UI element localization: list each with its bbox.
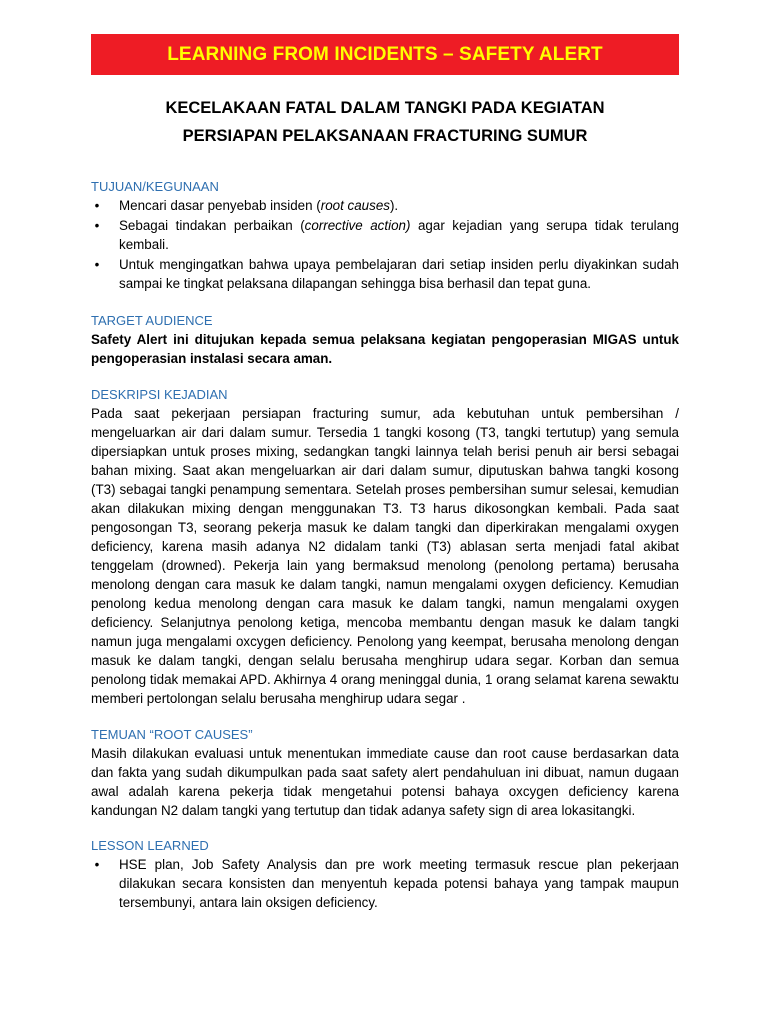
list-item-text-pre: Mencari dasar penyebab insiden ( xyxy=(119,198,321,213)
section-deskripsi-kejadian xyxy=(91,385,679,708)
section-tujuan xyxy=(91,177,679,293)
section-heading-tujuan: TUJUAN/KEGUNAAN xyxy=(91,179,219,194)
bullet-icon: • xyxy=(94,198,100,213)
bullet-icon: • xyxy=(94,857,100,872)
list-item-text-post: agar kejadian yang serupa tidak terulang kembali. xyxy=(119,218,679,252)
list-item xyxy=(91,855,679,912)
list-item-text-emphasis: root causes xyxy=(320,198,390,213)
section-heading-lesson: LESSON LEARNED xyxy=(91,838,209,853)
list-item xyxy=(91,255,679,293)
list-item xyxy=(91,216,679,254)
bullet-icon: • xyxy=(94,257,100,272)
section-lesson-learned xyxy=(91,836,679,912)
section-temuan-root-causes xyxy=(91,725,679,820)
list-item-text-emphasis: corrective action) xyxy=(304,218,411,233)
list-item xyxy=(91,196,679,215)
safety-alert-banner xyxy=(91,34,679,75)
tujuan-list xyxy=(91,196,679,293)
list-item-text-pre: Sebagai tindakan perbaikan ( xyxy=(119,218,305,233)
document-title xyxy=(91,94,679,150)
banner-title: LEARNING FROM INCIDENTS – SAFETY ALERT xyxy=(167,43,603,65)
bullet-icon: • xyxy=(94,218,100,233)
document-title-line-2: PERSIAPAN PELAKSANAAN FRACTURING SUMUR xyxy=(182,127,588,145)
document-body xyxy=(91,177,679,913)
section-heading-temuan: TEMUAN “ROOT CAUSES” xyxy=(91,727,253,742)
lesson-item-text: HSE plan, Job Safety Analysis dan pre work meeting termasuk rescue plan pekerjaan dilakukan secara konsisten dan menyentuh kepada potensi bahaya yang tampak maupun tersembunyi, antara lain oksigen deficiency. xyxy=(119,857,679,910)
temuan-text: Masih dilakukan evaluasi untuk menentukan immediate cause dan root cause berdasarkan data dan fakta yang sudah dikumpulkan pada saat safety alert pendahuluan ini dibuat, namun dugaan awal adalah karena pekerja tidak mengetahui potensi bahaya oxcygen deficiency karena kandungan N2 dalam tangki yang tertutup dan tidak adanya safety sign di area lokasitangki. xyxy=(91,746,679,818)
section-heading-deskripsi: DESKRIPSI KEJADIAN xyxy=(91,387,228,402)
section-heading-target-audience: TARGET AUDIENCE xyxy=(91,313,213,328)
list-item-text-post: ). xyxy=(389,198,399,213)
section-target-audience xyxy=(91,311,679,368)
deskripsi-text: Pada saat pekerjaan persiapan fracturing sumur, ada kebutuhan untuk pembersihan / mengeluarkan air dari dalam sumur. Tersedia 1 tangki kosong (T3, tangki tertutup) yang semula dipersiapkan untuk proses mixing, sedangkan tangki lainnya telah berisi penuh air bersi sebagai bahan mixing. Saat akan mengeluarkan air dari dalam sumur, diputuskan bahwa tangki kosong (T3) sebagai tangki penampung sementara. Setelah proses pembersihan sumur selesai, kemudian akan dilakukan mixing dengan menggunakan T3. T3 harus dikosongkan kembali. Pada saat pengosongan T3, seorang pekerja masuk ke dalam tangki dan diperkirakan mengalami oxygen deficiency, karena masih adanya N2 didalam tanki (T3) ablasan serta menjadi fatal akibat tenggelam (drowned). Pekerja lain yang bermaksud menolong (penolong pertama) berusaha menolong dengan cara masuk ke dalam tangki, namun mengalami oxygen deficiency. Kemudian penolong kedua menolong dengan cara masuk ke dalam tangki, namun mengalami oxygen deficiency. Selanjutnya penolong ketiga, mencoba membantu dengan masuk ke dalam tangki namun juga mengalami oxcygen deficiency. Penolong yang keempat, berusaha menolong dengan masuk ke dalam tangki, dengan selalu berusaha menghirup udara segar. Korban dan semua penolong tidak memakai APD. Akhirnya 4 orang meninggal dunia, 1 orang selamat karena sewaktu memberi pertolongan selalu berusaha menghirup udara segar . xyxy=(91,406,679,706)
document-title-line-1: KECELAKAAN FATAL DALAM TANGKI PADA KEGIATAN xyxy=(165,99,605,117)
target-audience-text: Safety Alert ini ditujukan kepada semua pelaksana kegiatan pengoperasian MIGAS untuk pengoperasian instalasi secara aman. xyxy=(91,332,679,366)
list-item-text-pre: Untuk mengingatkan bahwa upaya pembelajaran dari setiap insiden perlu diyakinkan sudah sampai ke tingkat pelaksana dilapangan sehingga bisa berhasil dan tepat guna. xyxy=(119,257,679,291)
lesson-list xyxy=(91,855,679,912)
